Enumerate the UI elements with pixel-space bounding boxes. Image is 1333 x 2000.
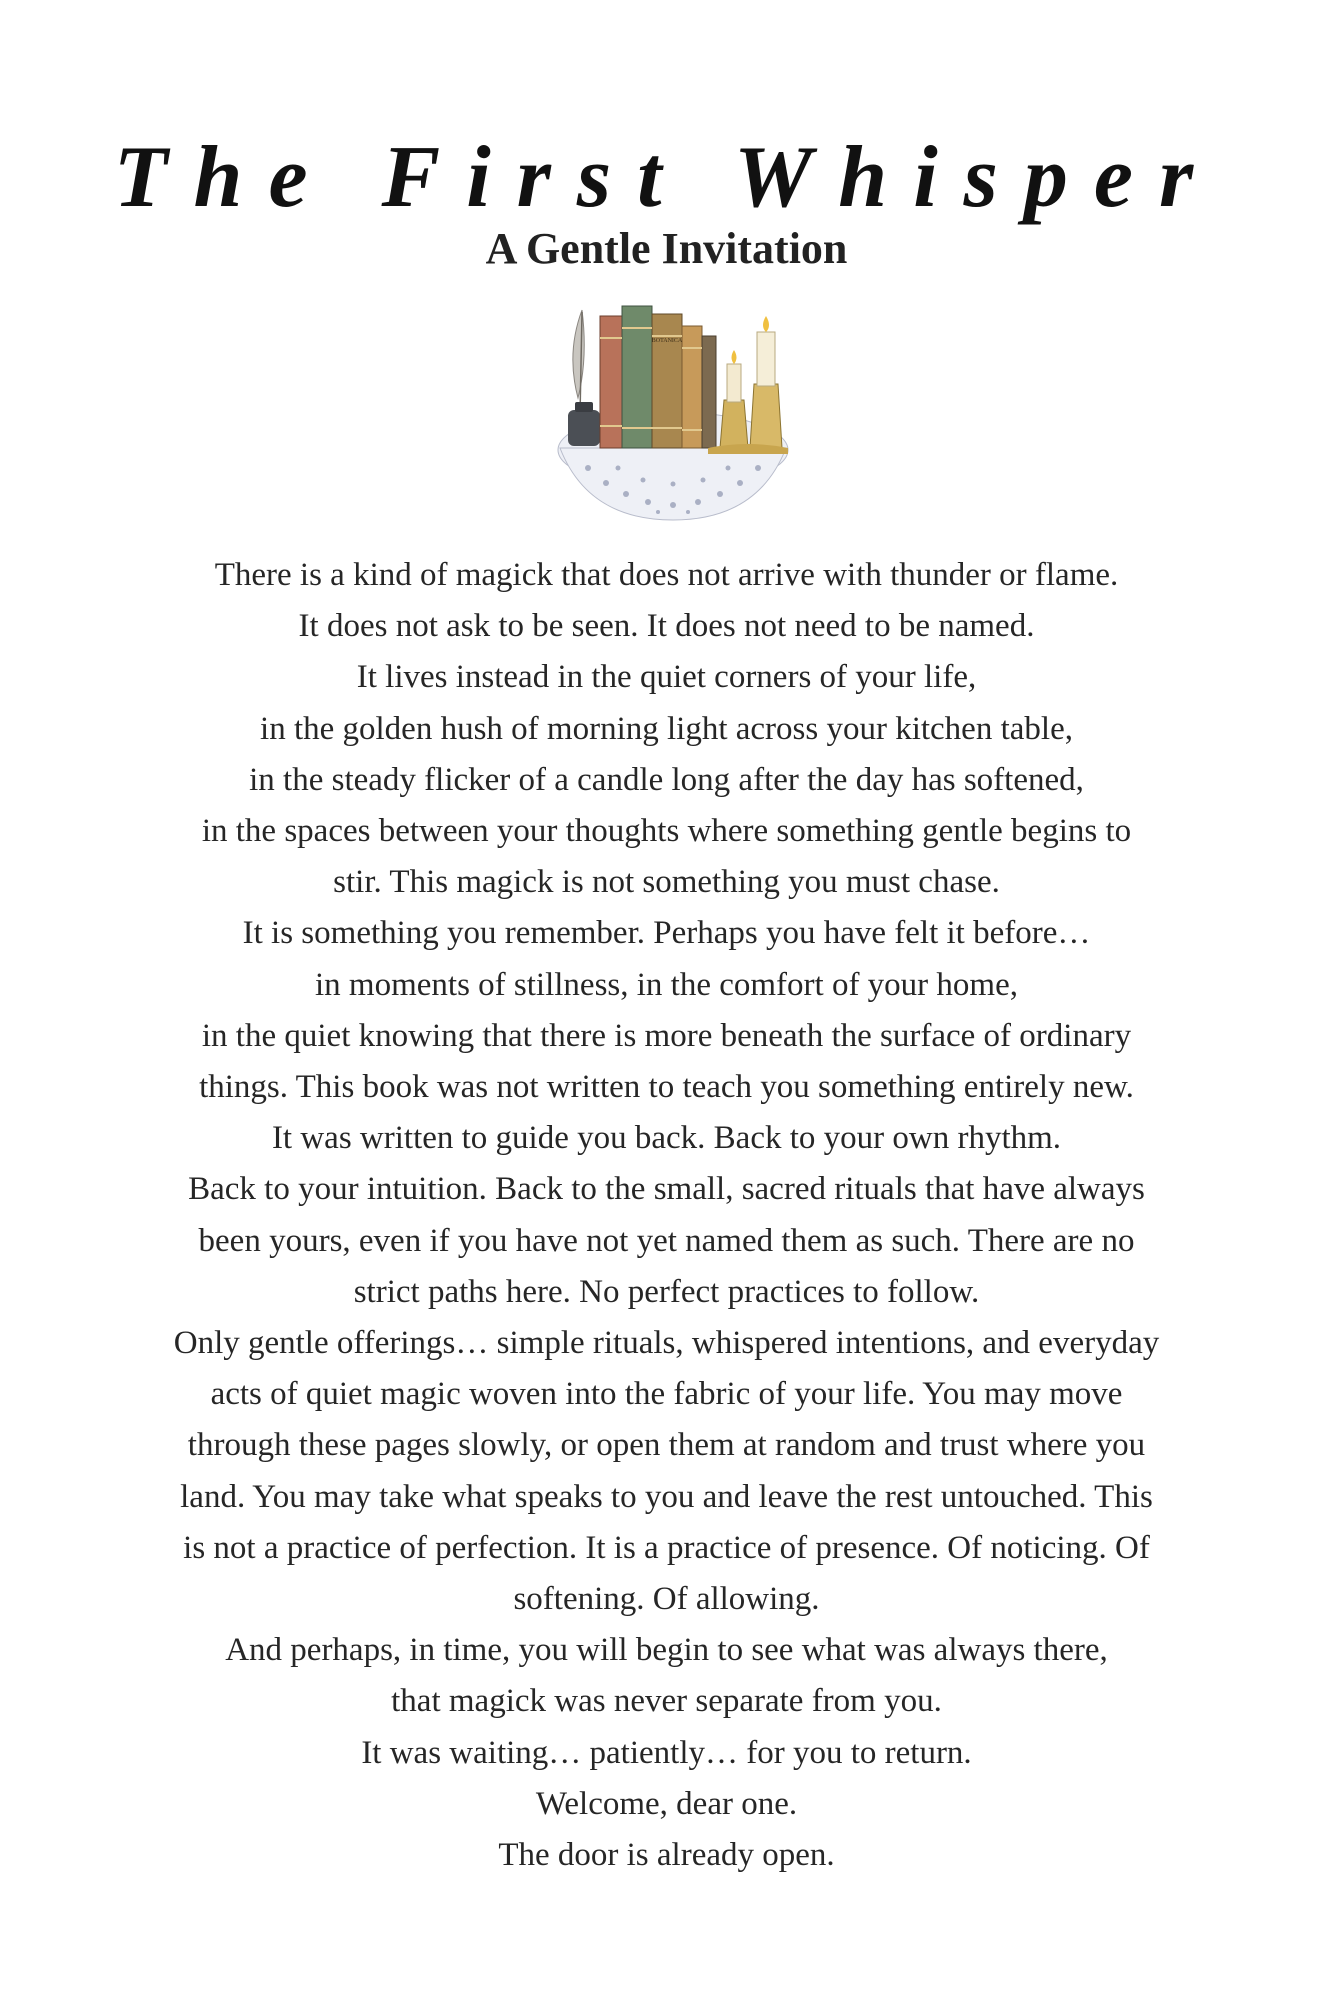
body-line: in the spaces between your thoughts where something gentle begins to — [201, 813, 1132, 850]
page-subtitle: A Gentle Invitation — [485, 224, 848, 273]
body-line: things. This book was not written to teach you something entirely new. — [199, 1069, 1134, 1106]
body-line: softening. Of allowing. — [513, 1581, 820, 1618]
body-line: in moments of stillness, in the comfort of your home, — [315, 966, 1018, 1003]
body-line: Only gentle offerings… simple rituals, whispered intentions, and everyday — [173, 1325, 1160, 1362]
body-line: Welcome, dear one. — [535, 1785, 798, 1822]
body-line: been yours, even if you have not yet named them as such. There are no — [198, 1222, 1135, 1259]
body-line: It was waiting… patiently… for you to return. — [361, 1734, 972, 1771]
body-line: It was written to guide you back. Back to your own rhythm. — [271, 1120, 1062, 1157]
page-title: The First Whisper — [113, 129, 1220, 226]
body-line: strict paths here. No perfect practices to follow. — [353, 1273, 980, 1310]
books-candles-illustration — [548, 298, 798, 528]
body-text — [90, 550, 1243, 1881]
body-line: And perhaps, in time, you will begin to see what was always there, — [225, 1632, 1108, 1669]
body-line: It does not ask to be seen. It does not need to be named. — [298, 608, 1035, 645]
body-line: stir. This magick is not something you must chase. — [333, 864, 1000, 901]
book-spine-label: BOTANICA — [651, 338, 683, 344]
body-line: in the golden hush of morning light across your kitchen table, — [260, 710, 1073, 747]
body-line: that magick was never separate from you. — [391, 1683, 942, 1720]
body-line: through these pages slowly, or open them at random and trust where you — [187, 1427, 1146, 1464]
body-line: It lives instead in the quiet corners of your life, — [356, 659, 977, 696]
body-line: Back to your intuition. Back to the small, sacred rituals that have always — [188, 1171, 1145, 1208]
body-line: There is a kind of magick that does not arrive with thunder or flame. — [214, 557, 1119, 593]
body-line: It is something you remember. Perhaps you have felt it before… — [242, 915, 1091, 952]
body-line: in the steady flicker of a candle long after the day has softened, — [249, 761, 1084, 798]
body-line: is not a practice of perfection. It is a practice of presence. Of noticing. Of — [183, 1529, 1150, 1566]
body-line: The door is already open. — [498, 1837, 835, 1874]
body-line: acts of quiet magic woven into the fabric of your life. You may move — [210, 1376, 1123, 1413]
body-line: land. You may take what speaks to you and leave the rest untouched. This — [180, 1478, 1153, 1515]
body-line: in the quiet knowing that there is more beneath the surface of ordinary — [201, 1017, 1132, 1054]
